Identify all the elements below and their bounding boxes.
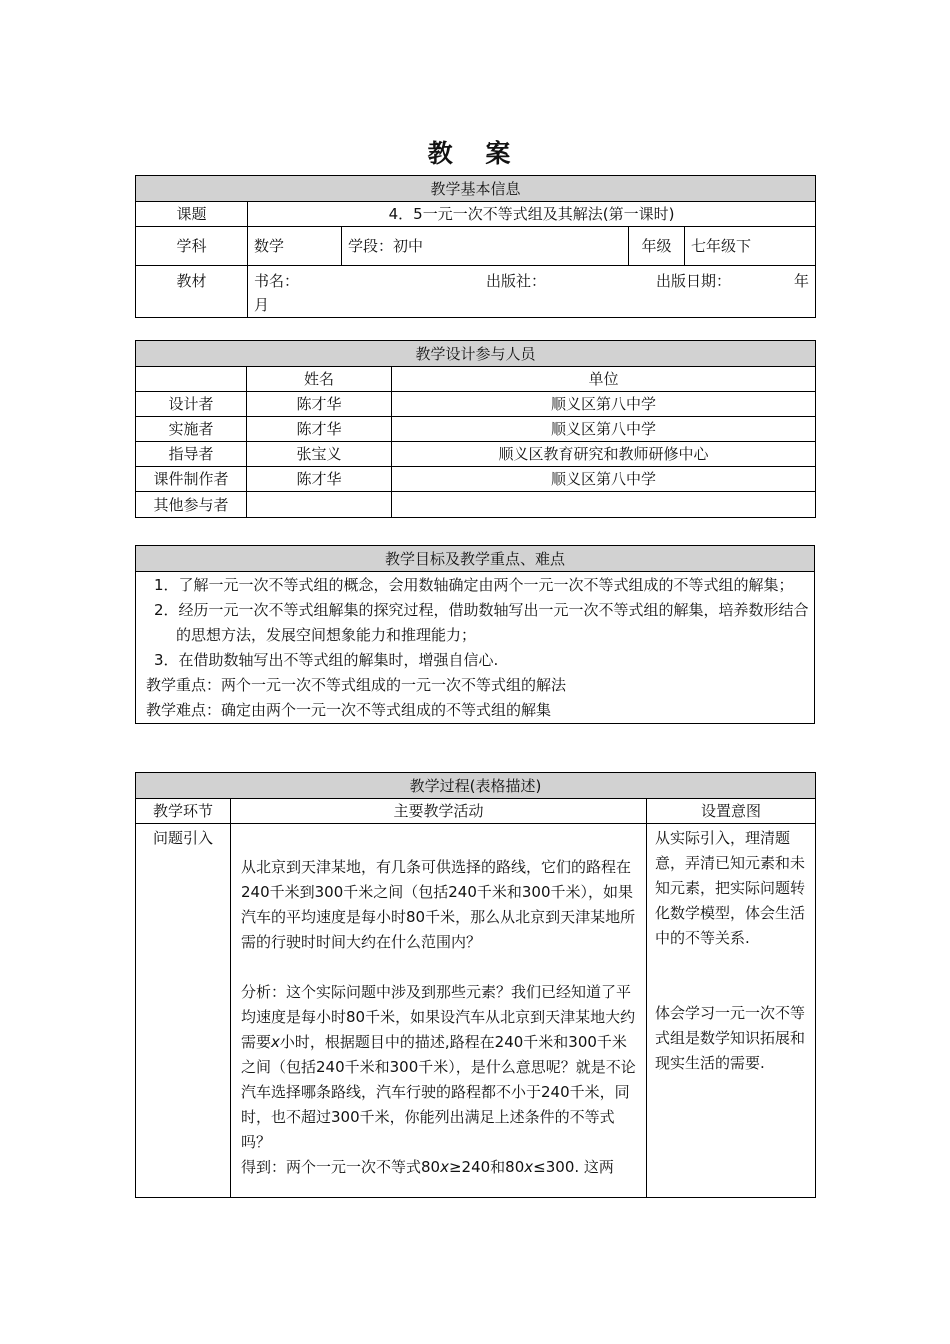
activity-result (241, 1155, 636, 1180)
topic-label: 课题 (136, 202, 248, 227)
role: 课件制作者 (136, 467, 247, 492)
grade-value: 七年级下 (685, 227, 816, 266)
intent-cell (647, 824, 816, 1198)
goal-item: 1．了解一元一次不等式组的概念，会用数轴确定由两个一元一次不等式组成的不等式组的解集； (154, 576, 794, 594)
goals-content (136, 572, 815, 724)
result-text: 得到：两个一元一次不等式80 (241, 1158, 441, 1176)
table-row (136, 417, 816, 442)
textbook-label: 教材 (136, 266, 248, 318)
participants-header: 教学设计参与人员 (136, 341, 816, 367)
unit: 顺义区第八中学 (392, 467, 816, 492)
participants-corner (136, 367, 247, 392)
pub-date: 出版日期： (656, 272, 732, 290)
stage-text: 学段：初中 (342, 227, 629, 266)
col-stage: 教学环节 (136, 799, 231, 824)
stage-name: 问题引入 (136, 824, 231, 1198)
unit: 顺义区教育研究和教师研修中心 (392, 442, 816, 467)
subject-label: 学科 (136, 227, 248, 266)
page-title: 教 案 (427, 139, 523, 168)
pub-month: 月 (254, 296, 270, 314)
table-row (136, 467, 816, 492)
grade-label: 年级 (629, 227, 685, 266)
unit (392, 492, 816, 518)
role: 指导者 (136, 442, 247, 467)
textbook-info (248, 266, 816, 318)
result-text: ≤300. 这两 (533, 1158, 614, 1176)
unit: 顺义区第八中学 (392, 417, 816, 442)
unit: 顺义区第八中学 (392, 392, 816, 417)
role: 设计者 (136, 392, 247, 417)
person-name: 陈才华 (247, 417, 392, 442)
difficulty: 教学难点：确定由两个一元一次不等式组成的不等式组的解集 (146, 701, 552, 719)
variable-x: x (524, 1158, 534, 1176)
intent-paragraph: 体会学习一元一次不等式组是数学知识拓展和现实生活的需要. (655, 1004, 806, 1072)
col-unit: 单位 (392, 367, 816, 392)
pub-year: 年 (794, 272, 810, 290)
role: 实施者 (136, 417, 247, 442)
topic-value: 4．5一元一次不等式组及其解法(第一课时) (248, 202, 816, 227)
process-header: 教学过程(表格描述) (136, 773, 816, 799)
intent-paragraph: 从实际引入，理清题意，弄清已知元素和未知元素，把实际问题转化数学模型，体会生活中的不等关系. (655, 829, 806, 947)
basic-info-table (135, 175, 816, 318)
process-table (135, 772, 816, 1198)
person-name: 张宝义 (247, 442, 392, 467)
analysis-text: 小时，根据题目中的描述,路程在240千米和300千米之间（包括240千米和300千米），是什么意思呢？就是不论汽车选择哪条路线，汽车行驶的路程都不小于240千米，同时，也不超过300千米，你能列出满足上述条件的不等式吗？ (241, 1033, 636, 1151)
book-name: 书名： (254, 272, 300, 290)
result-text: ≥240和80 (448, 1158, 525, 1176)
participants-table (135, 340, 816, 518)
col-activity: 主要教学活动 (231, 799, 647, 824)
goals-header: 教学目标及教学重点、难点 (136, 546, 815, 572)
key-point: 教学重点：两个一元一次不等式组成的一元一次不等式组的解法 (146, 676, 567, 694)
col-intent: 设置意图 (647, 799, 816, 824)
subject-value: 数学 (248, 227, 342, 266)
col-name: 姓名 (247, 367, 392, 392)
activity-cell (231, 824, 647, 1198)
goals-table (135, 545, 815, 724)
analysis-text: 分析：这个实际问题中涉及到那些元素？我们已经知道了平均速度是每小时80千米，如果设汽车从北京到天津某地大约需要 (241, 983, 636, 1051)
variable-x: x (271, 1033, 280, 1051)
person-name (247, 492, 392, 518)
role: 其他参与者 (136, 492, 247, 518)
table-row (136, 392, 816, 417)
goal-item: 3．在借助数轴写出不等式组的解集时，增强自信心. (154, 651, 499, 669)
publisher: 出版社： (486, 272, 547, 290)
table-row (136, 492, 816, 518)
variable-x: x (440, 1158, 449, 1176)
basic-info-header: 教学基本信息 (136, 176, 816, 202)
activity-paragraph: 从北京到天津某地，有几条可供选择的路线，它们的路程在240千米到300千米之间（包括240千米和300千米），如果汽车的平均速度是每小时80千米，那么从北京到天津某地所需的行驶时时间大约在什么范围内？ (241, 858, 636, 951)
person-name: 陈才华 (247, 392, 392, 417)
goal-item: 2．经历一元一次不等式组解集的探究过程，借助数轴写出一元一次不等式组的解集，培养数形结合的思想方法，发展空间想象能力和推理能力； (154, 601, 809, 644)
table-row (136, 442, 816, 467)
activity-analysis (241, 980, 636, 1155)
person-name: 陈才华 (247, 467, 392, 492)
